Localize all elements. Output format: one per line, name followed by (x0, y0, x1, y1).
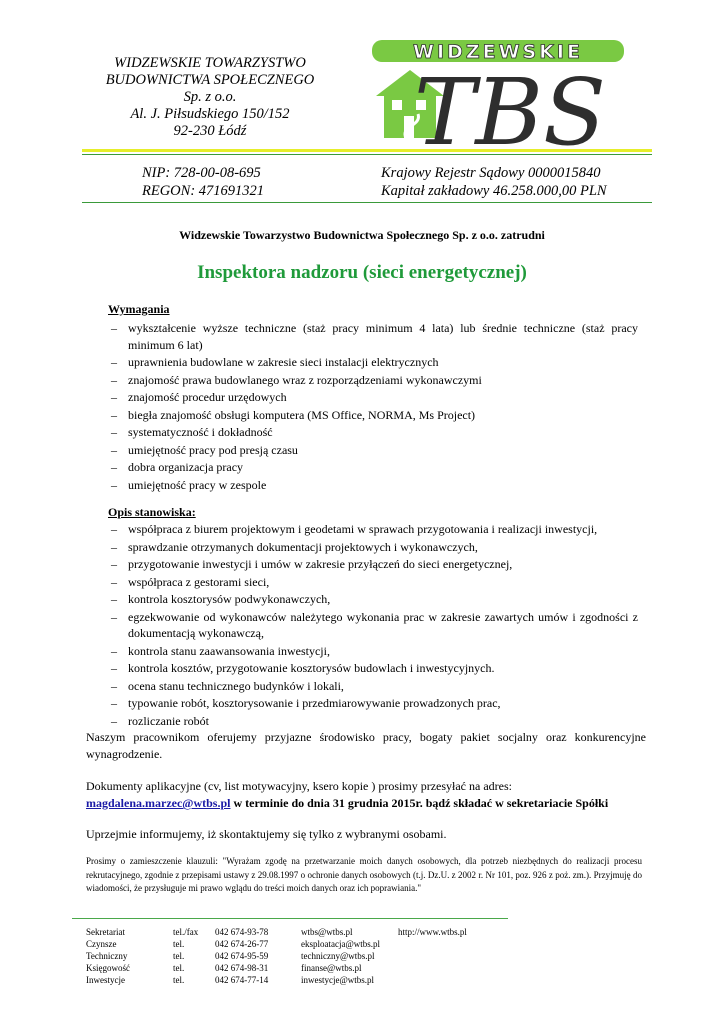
web-cell (398, 974, 467, 986)
table-row (86, 962, 467, 974)
table-row (86, 926, 467, 938)
registration-right (381, 164, 607, 200)
share-capital: Kapitał zakładowy 46.258.000,00 PLN (381, 183, 607, 199)
list-item: – sprawdzanie otrzymanych dokumentacji projektowych i wykonawczych, (108, 539, 638, 556)
company-line: 92-230 Łódź (173, 123, 247, 139)
email-cell[interactable]: finanse@wtbs.pl (301, 963, 362, 973)
list-item: – znajomość prawa budowlanego wraz z rozporządzeniami wykonawczymi (108, 372, 638, 389)
phone-cell: 042 674-98-31 (215, 963, 269, 973)
dept-cell: Techniczny (86, 951, 128, 961)
intro-line: Widzewskie Towarzystwo Budownictwa Społecznego Sp. z o.o. zatrudni (179, 228, 545, 242)
list-item: – ocena stanu technicznego budynków i lokali, (108, 678, 638, 695)
logo-top-text: WIDZEWSKIE (413, 41, 583, 63)
krs-number: Krajowy Rejestr Sądowy 0000015840 (381, 165, 601, 181)
contact-table (86, 926, 467, 986)
email-cell[interactable]: techniczny@wtbs.pl (301, 951, 375, 961)
footer-divider (72, 918, 508, 919)
web-cell (398, 938, 467, 950)
header-divider-green (82, 154, 652, 155)
duties-list (108, 521, 638, 730)
type-cell: tel./fax (173, 927, 199, 937)
dept-cell: Czynsze (86, 939, 117, 949)
email-link[interactable]: magdalena.marzec@wtbs.pl (86, 796, 231, 810)
dept-cell: Inwestycje (86, 975, 125, 985)
phone-cell: 042 674-93-78 (215, 927, 269, 937)
dept-cell: Księgowość (86, 963, 130, 973)
company-address (92, 55, 328, 140)
web-cell (398, 950, 467, 962)
deadline-text: w terminie do dnia 31 grudnia 2015r. bądź składać w sekretariacie Spółki (230, 796, 609, 810)
phone-cell: 042 674-26-77 (215, 939, 269, 949)
offer-paragraph: Naszym pracownikom oferujemy przyjazne środowisko pracy, bogaty pakiet socjalny oraz konkurencyjne wynagrodzenie. (86, 730, 646, 761)
list-item: – znajomość procedur urzędowych (108, 389, 638, 406)
nip-number: NIP: 728-00-08-695 (142, 165, 261, 181)
type-cell: tel. (173, 951, 185, 961)
header-bottom-divider (82, 202, 652, 203)
company-line: BUDOWNICTWA SPOŁECZNEGO (105, 72, 315, 88)
list-item: – systematyczność i dokładność (108, 424, 638, 441)
table-row (86, 974, 467, 986)
type-cell: tel. (173, 963, 185, 973)
web-cell[interactable]: http://www.wtbs.pl (398, 927, 467, 937)
list-item: – typowanie robót, kosztorysowanie i przedmiarowywanie prowadzonych prac, (108, 695, 638, 712)
type-cell: tel. (173, 939, 185, 949)
notice-paragraph: Uprzejmie informujemy, iż skontaktujemy się tylko z wybranymi osobami. (86, 827, 447, 841)
list-item: – uprawnienia budowlane w zakresie sieci instalacji elektrycznych (108, 354, 638, 371)
list-item: – współpraca z biurem projektowym i geodetami w sprawach przygotowania i realizacji inwestycji, (108, 521, 638, 538)
apply-line: Dokumenty aplikacyjne (cv, list motywacyjny, ksero kopie ) prosimy przesyłać na adres: (86, 779, 512, 793)
phone-cell: 042 674-95-59 (215, 951, 269, 961)
tbs-logo (360, 34, 630, 149)
regon-number: REGON: 471691321 (142, 183, 265, 199)
list-item: – umiejętność pracy pod presją czasu (108, 442, 638, 459)
list-item: – biegła znajomość obsługi komputera (MS Office, NORMA, Ms Project) (108, 407, 638, 424)
company-line: Sp. z o.o. (183, 89, 237, 105)
list-item: – umiejętność pracy w zespole (108, 477, 638, 494)
duties-heading: Opis stanowiska: (108, 505, 196, 519)
consent-clause: Prosimy o zamieszczenie klauzuli: "Wyrażam zgodę na przetwarzanie moich danych osobowych, dla potrzeb niezbędnych do realizacji procesu rekrutacyjnego, zgodnie z przepisami ustawy z 29.08.1997 o ochronie danych osobowych (t.j. Dz.U. z 2002 r. Nr 101, poz. 926 z poż. zm.). Przyjmuję do wiadomości, że przysługuje mi prawo wglądu do treści moich danych oraz ich poprawiania." (86, 856, 642, 893)
table-row (86, 938, 467, 950)
apply-deadline-line (86, 795, 646, 812)
list-item: – kontrola stanu zaawansowania inwestycji, (108, 643, 638, 660)
list-item: – dobra organizacja pracy (108, 459, 638, 476)
email-cell[interactable]: wtbs@wtbs.pl (301, 927, 353, 937)
email-cell[interactable]: inwestycje@wtbs.pl (301, 975, 375, 985)
requirements-heading: Wymagania (108, 302, 170, 316)
header-divider-yellow (82, 149, 652, 152)
apply-paragraph (86, 778, 646, 812)
list-item: – wykształcenie wyższe techniczne (staż pracy minimum 4 lata) lub średnie techniczne (staż pracy minimum 6 lat) (108, 320, 638, 353)
requirements-list (108, 320, 638, 494)
contact-footer (86, 926, 467, 986)
web-cell (398, 962, 467, 974)
dept-cell: Sekretariat (86, 927, 125, 937)
type-cell: tel. (173, 975, 185, 985)
job-title: Inspektora nadzoru (sieci energetycznej) (197, 262, 527, 283)
phone-cell: 042 674-77-14 (215, 975, 269, 985)
list-item: – kontrola kosztów, przygotowanie kosztorysów budowlach i inwestycyjnych. (108, 660, 638, 677)
list-item: – kontrola kosztorysów podwykonawczych, (108, 591, 638, 608)
company-line: WIDZEWSKIE TOWARZYSTWO (114, 55, 306, 71)
list-item: – egzekwowanie od wykonawców należytego wykonania prac w zakresie zawartych umów i zgodności z dokumentacją wykonawczą, (108, 609, 638, 642)
list-item: – rozliczanie robót (108, 713, 638, 730)
list-item: – współpraca z gestorami sieci, (108, 574, 638, 591)
table-row (86, 950, 467, 962)
list-item: – przygotowanie inwestycji i umów w zakresie przyłączeń do sieci energetycznej, (108, 556, 638, 573)
email-cell[interactable]: eksploatacja@wtbs.pl (301, 939, 381, 949)
company-line: Al. J. Piłsudskiego 150/152 (130, 106, 290, 122)
registration-left (142, 164, 264, 200)
logo-main-text: TBS (414, 59, 606, 149)
